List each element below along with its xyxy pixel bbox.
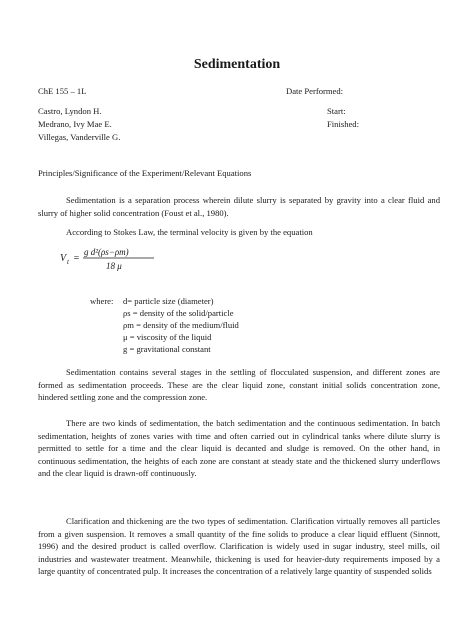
- where-item-d: d= particle size (diameter): [123, 296, 214, 306]
- where-item-g: g = gravitational constant: [123, 344, 211, 354]
- equation-denominator: 18 μ: [106, 261, 122, 271]
- author-2: Medrano, Ivy Mae E.: [38, 119, 112, 129]
- where-label: where:: [90, 296, 114, 306]
- date-performed-label: Date Performed:: [286, 86, 344, 96]
- paragraph-stages: Sedimentation contains several stages in the settling of flocculated suspension, and different zones are formed as sedimentation proceeds. These are the clear liquid zone, constant initial solids concentration zone, hindered settling zone and the compression zone.: [38, 367, 440, 403]
- equation-lhs: V: [60, 253, 67, 264]
- section-heading: Principles/Significance of the Experiment/Relevant Equations: [38, 168, 252, 178]
- paragraph-stokes-intro: According to Stokes Law, the terminal velocity is given by the equation: [66, 227, 313, 237]
- equation-lhs-subscript: t: [67, 258, 69, 266]
- author-3: Villegas, Vanderville G.: [38, 132, 121, 142]
- finished-label: Finished:: [327, 119, 359, 129]
- start-label: Start:: [327, 106, 346, 116]
- equation-numerator: g d²(ρs−ρm): [84, 247, 129, 257]
- stokes-equation: [60, 244, 180, 274]
- equation-graphic: [60, 244, 180, 274]
- paragraph-kinds: There are two kinds of sedimentation, the batch sedimentation and the continuous sedimentation. In batch sedimentation, heights of zones varies with time and often carried out in cylindrical tanks where dilute slurry is permitted to settle for a time and the clear liquid is decanted and sludge is removed. On the other hand, in continuous sedimentation, the heights of each zone are constant at steady state and the thickened slurry underflows and the clear liquid is drawn-off continuously.: [38, 418, 440, 479]
- equation-equals: =: [73, 253, 80, 264]
- where-item-rho-m: ρm = density of the medium/fluid: [123, 320, 239, 330]
- paragraph-clarification: Clarification and thickening are the two types of sedimentation. Clarification virtually removes all particles from a given suspension. It removes a small quantity of the fine solids to produce a clear liquid effluent (Sinnott, 1996) and the desired product is called overflow. Clarification is widely used in sugar industry, steel mills, oil industries and wastewater treatment. Meanwhile, thickening is used for heavier-duty requirements imposed by a large quantity of concentrated pulp. It increases the concentration of a relatively large quantity of suspended solids: [38, 516, 440, 577]
- where-item-rho-s: ρs = density of the solid/particle: [123, 308, 234, 318]
- paragraph-definition: Sedimentation is a separation process wherein dilute slurry is separated by gravity into a clear fluid and slurry of higher solid concentration (Foust et al., 1980).: [38, 195, 440, 218]
- course-code: ChE 155 – 1L: [38, 86, 87, 96]
- author-1: Castro, Lyndon H.: [38, 106, 102, 116]
- where-item-mu: μ = viscosity of the liquid: [123, 332, 212, 342]
- document-title: Sedimentation: [193, 57, 281, 72]
